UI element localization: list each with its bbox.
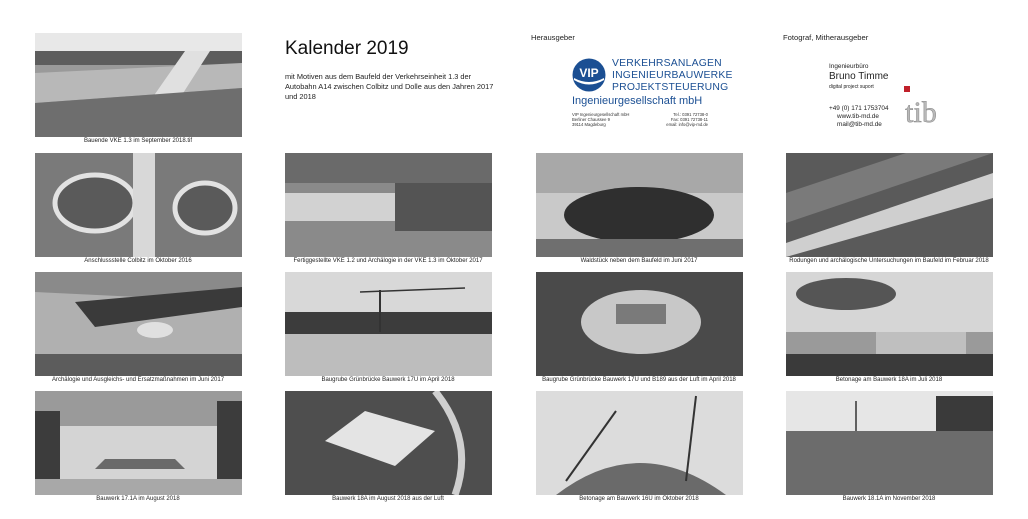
photo-clearing xyxy=(786,153,993,257)
vip-addr-line-3: 39114 Magdeburg xyxy=(572,122,606,127)
calendar-subtitle: mit Motiven aus dem Baufeld der Verkehrseinheit 1.3 der Autobahn A14 zwischen Colbitz und Dolle aus den Jahren 2017 und 2018 xyxy=(285,72,494,101)
photo-caption-5: Archälogie und Ausgleichs- und Ersatzmaßnahmen im Juni 2017 xyxy=(51,377,225,383)
photo-caption-10: Bauwerk 18A im August 2018 aus der Luft xyxy=(332,496,444,502)
photo-concrete xyxy=(786,272,993,376)
publisher-label: Herausgeber xyxy=(531,33,575,42)
vip-fax: Fax: 0391 72738-11 xyxy=(670,117,708,122)
vip-contact xyxy=(660,112,708,127)
bridge-photo-icon xyxy=(35,391,242,495)
tib-name: Bruno Timme xyxy=(829,71,889,82)
photo-caption-6: Baugrube Grünbrücke Bauwerk 17U im April 2018 xyxy=(321,377,455,383)
photographer-label: Fotograf, Mitherausgeber xyxy=(783,33,869,42)
vip-logo-icon xyxy=(572,58,606,92)
tib-phone: +49 (0) 171 1753704 xyxy=(829,105,889,112)
interchange-photo-icon xyxy=(35,153,242,257)
photo-caption-12: Bauwerk 18.1A im November 2018 xyxy=(842,496,936,502)
photo-bridge xyxy=(35,391,242,495)
photo-forest xyxy=(536,153,743,257)
vip-line-2: INGENIEURBAUWERKE xyxy=(612,70,733,81)
photo-caption-4: Rodungen und archälogische Untersuchungen im Baufeld im Februar 2018 xyxy=(789,258,989,264)
photo-aerial-road xyxy=(35,33,242,137)
crane-pit-photo-icon xyxy=(285,272,492,376)
vip-address xyxy=(572,112,629,127)
vip-company: Ingenieurgesellschaft mbH xyxy=(572,95,703,107)
photo-caption-1: Anschlussstelle Colbitz im Oktober 2016 xyxy=(84,258,192,264)
photo-field xyxy=(35,272,242,376)
vip-line-3: PROJEKTSTEUERUNG xyxy=(612,82,729,93)
field-photo-icon xyxy=(35,272,242,376)
photo-caption-0: Bauende VKE 1.3 im September 2018.tif xyxy=(83,138,193,144)
vip-logo-text: VIP xyxy=(579,66,599,80)
photo-caption-2: Fertiggestellte VKE 1.2 und Archälogie in der VKE 1.3 im Oktober 2017 xyxy=(293,258,483,264)
tib-tagline: digital project suport xyxy=(829,84,874,90)
photo-site xyxy=(786,391,993,495)
photo-caption-7: Baugrube Grünbrücke Bauwerk 17U und B189 aus der Luft im April 2018 xyxy=(542,377,736,383)
clearing-photo-icon xyxy=(786,153,993,257)
aerial-road-photo-icon xyxy=(35,33,242,137)
tib-logo-icon xyxy=(898,84,944,126)
vip-email: email: info@vip-md.de xyxy=(666,122,708,127)
photo-caption-11: Betonage am Bauwerk 16U im Oktober 2018 xyxy=(579,496,699,502)
photo-caption-9: Bauwerk 17.1A im August 2018 xyxy=(96,496,180,502)
tib-mail: mail@tib-md.de xyxy=(837,121,882,128)
calendar-title: Kalender 2019 xyxy=(285,38,409,59)
site-photo-icon xyxy=(786,391,993,495)
photo-interchange xyxy=(35,153,242,257)
vip-tel: Tel.: 0391 72738-0 xyxy=(673,112,708,117)
vip-addr-line-1: VIP Ingenieurgesellschaft mbH xyxy=(572,112,630,117)
tib-office: Ingenieurbüro xyxy=(829,63,869,70)
photo-aerial-pit xyxy=(536,272,743,376)
photo-aerial-bridge xyxy=(285,391,492,495)
photo-pump xyxy=(536,391,743,495)
photo-crane-pit xyxy=(285,272,492,376)
forest-photo-icon xyxy=(536,153,743,257)
pump-photo-icon xyxy=(536,391,743,495)
vip-addr-line-2: Berliner Chaussee 9 xyxy=(572,117,610,122)
road-dig-photo-icon xyxy=(285,153,492,257)
vip-line-1: VERKEHRSANLAGEN xyxy=(612,58,722,69)
tib-web: www.tib-md.de xyxy=(837,113,879,120)
photo-caption-8: Betonage am Bauwerk 18A im Juli 2018 xyxy=(835,377,943,383)
aerial-pit-photo-icon xyxy=(536,272,743,376)
photo-road-dig xyxy=(285,153,492,257)
tib-logo-text: tib xyxy=(905,96,937,126)
concrete-photo-icon xyxy=(786,272,993,376)
aerial-bridge-photo-icon xyxy=(285,391,492,495)
photo-caption-3: Waldstück neben dem Baufeld im Juni 2017 xyxy=(580,258,698,264)
